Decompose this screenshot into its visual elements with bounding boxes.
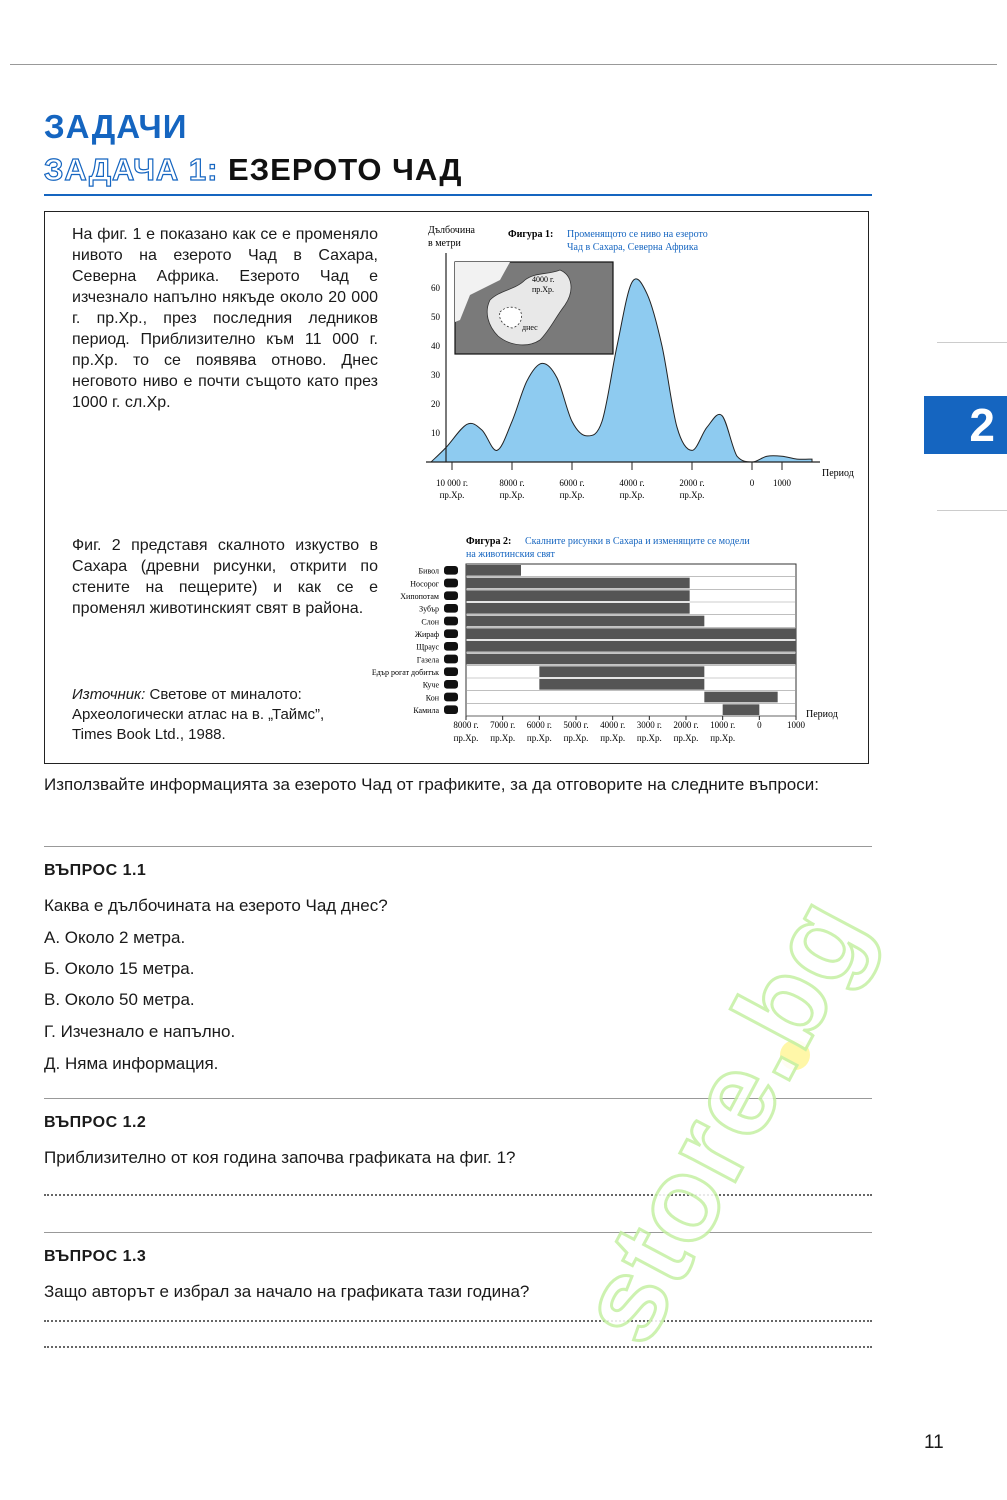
fig1-ylabel-2: в метри [428,238,461,249]
fig1-ylabel-1: Дълбочина [428,225,475,236]
q2-heading: ВЪПРОС 1.2 [44,1114,147,1131]
fig1-xtick-label: 10 000 г. [436,478,468,488]
q3-answer-line[interactable] [44,1346,872,1348]
source-label: Източник: [72,686,146,703]
fig2-animal-icon [444,591,458,600]
fig2-animal-icon [444,579,458,588]
task-prefix: ЗАДАЧА 1: [44,152,219,187]
q1-option-a[interactable]: А. Около 2 метра. [44,928,186,947]
fig2-category-label: Жираф [414,630,439,639]
fig1-xtick-bc: пр.Хр. [679,490,705,500]
fig2-xtick-label: 0 [757,720,762,730]
fig2-category-label: Куче [422,680,439,690]
fig1-xtick-label: 2000 г. [679,478,705,488]
fig2-animal-icon [444,680,458,689]
fig2-bar [466,628,796,639]
fig2-xtick-label: 8000 г. [453,720,479,730]
q1-option-e[interactable]: Д. Няма информация. [44,1054,219,1073]
fig2-xtick-label: 2000 г. [673,720,699,730]
fig2-xtick-bc: пр.Хр. [710,733,736,743]
fig1-xtick-label: 8000 г. [499,478,525,488]
fig2-xlabel: Период [806,709,838,720]
figure1-description: На фиг. 1 е показано как се е променяло нивото на езерото Чад в Сахара, Северна Африка. Езерото Чад е изчезнало напълно някъде около 20 000 г. пр.Хр., през последния ледников период. Приблизително към 11 000 г. пр.Хр. то се появява отново. Днес неговото ниво е почти същото като през 1000 г. сл.Хр. [72,226,378,411]
fig2-xtick-label: 5000 г. [563,720,589,730]
fig2-category-label: Камила [413,706,439,715]
q1-heading: ВЪПРОС 1.1 [44,862,147,879]
fig2-bar [466,565,521,576]
fig2-animal-icon [444,642,458,651]
fig2-xtick-bc: пр.Хр. [453,733,479,743]
fig2-title-2: на животинския свят [466,549,555,560]
fig2-ticks-group [453,716,805,743]
fig2-animal-icon [444,566,458,575]
fig1-map-label-today: днес [522,323,538,332]
fig1-xtick-bc: пр.Хр. [559,490,585,500]
fig1-xtick-bc: пр.Хр. [439,490,465,500]
fig2-xtick-label: 7000 г. [490,720,516,730]
q1-text: Каква е дълбочината на езерото Чад днес? [44,896,388,915]
source-text: Светове от миналото: Археологически атлас на в. „Таймс”, Times Book Ltd., 1988. [72,686,325,743]
fig2-bar [466,590,690,601]
q1-option-b[interactable]: Б. Около 15 метра. [44,959,195,978]
q3-heading: ВЪПРОС 1.3 [44,1248,147,1265]
fig1-xtick-bc: пр.Хр. [499,490,525,500]
fig2-xtick-bc: пр.Хр. [490,733,516,743]
fig2-label: Фигура 2: [466,536,512,547]
fig2-bar [539,679,704,690]
fig2-category-label: Слон [421,617,439,627]
fig2-bar [723,704,760,715]
fig2-category-label: Носорог [410,579,439,589]
intro-text: Използвайте информацията за езерото Чад от графиките, за да отговорите на следните въпроси: [44,775,819,794]
fig1-xtick-label: 6000 г. [559,478,585,488]
q3-text: Защо авторът е избрал за начало на графиката тази година? [44,1282,530,1301]
fig2-animal-icon [444,617,458,626]
fig2-animal-icon [444,604,458,613]
fig2-xtick-bc: пр.Хр. [636,733,662,743]
fig2-xtick-label: 1000 [787,720,805,730]
section-title: ЗАДАЧИ [44,108,188,145]
fig1-label: Фигура 1: [508,229,554,240]
fig1-title-2: Чад в Сахара, Северна Африка [567,242,699,253]
fig1-xtick-label: 0 [749,478,755,488]
figure2-description: Фиг. 2 представя скалното изкуство в Сахара (древни рисунки, открити по стените на пещерите) и как се е променял животинският свят в района. [72,537,378,617]
fig2-bar [466,578,690,589]
question-rule [44,1232,872,1233]
watermark: store.bg [551,875,895,1363]
task-name: ЕЗЕРОТО ЧАД [228,152,463,187]
fig1-ytick-label: 60 [431,283,440,293]
fig2-bar [466,654,796,665]
q2-text: Приблизително от коя година започва графиката на фиг. 1? [44,1148,516,1167]
chapter-tab: 2 [924,396,1007,454]
fig2-bar [539,666,704,677]
fig2-bar [466,616,704,627]
fig1-xtick-label: 4000 г. [619,478,645,488]
fig1-xlabel: Период [822,468,854,479]
fig2-animal-icon [444,655,458,664]
fig2-xtick-bc: пр.Хр. [526,733,552,743]
fig2-xtick-label: 6000 г. [526,720,552,730]
fig1-ytick-label: 20 [431,399,440,409]
fig1-ytick-label: 30 [431,370,440,380]
fig2-category-label: Зубър [419,604,439,614]
fig1-xtick-label: 1000 [773,478,791,488]
fig2-category-label: Кон [425,693,439,703]
fig2-xtick-label: 4000 г. [600,720,626,730]
fig1-map-label-1: 4000 г. [532,275,555,284]
fig2-title-1: Скалните рисунки в Сахара и изменящите се модели [525,536,750,547]
page-number: 11 [924,1432,944,1453]
figure2-chart [372,536,838,743]
fig2-bar [466,641,796,652]
question-rule [44,846,872,847]
q1-option-c[interactable]: В. Около 50 метра. [44,990,195,1009]
fig2-xtick-label: 1000 г. [710,720,736,730]
fig2-bar [466,603,690,614]
q3-answer-line[interactable] [44,1320,872,1322]
fig2-xtick-label: 3000 г. [636,720,662,730]
fig2-category-label: Щраус [416,642,439,652]
fig2-xtick-bc: пр.Хр. [600,733,626,743]
fig2-animal-icon [444,705,458,714]
fig2-xtick-bc: пр.Хр. [673,733,699,743]
fig1-ytick-label: 50 [431,312,440,322]
fig2-xtick-bc: пр.Хр. [563,733,589,743]
fig2-category-label: Едър рогат добитък [371,668,439,677]
fig1-map-label-2: пр.Хр. [532,285,555,294]
fig1-title-1: Променящото се ниво на езерото [567,229,708,240]
fig1-ytick-label: 10 [431,428,440,438]
fig1-ytick-label: 40 [431,341,440,351]
fig2-animal-icon [444,693,458,702]
fig2-category-label: Газела [416,655,439,665]
fig2-category-label: Хипопотам [400,592,439,601]
fig2-bar [704,692,777,703]
q1-option-d[interactable]: Г. Изчезнало е напълно. [44,1022,236,1041]
figure1-chart [426,225,854,500]
fig2-animal-icon [444,667,458,676]
fig1-xtick-bc: пр.Хр. [619,490,645,500]
fig2-category-label: Бивол [418,566,439,576]
fig2-animal-icon [444,629,458,638]
